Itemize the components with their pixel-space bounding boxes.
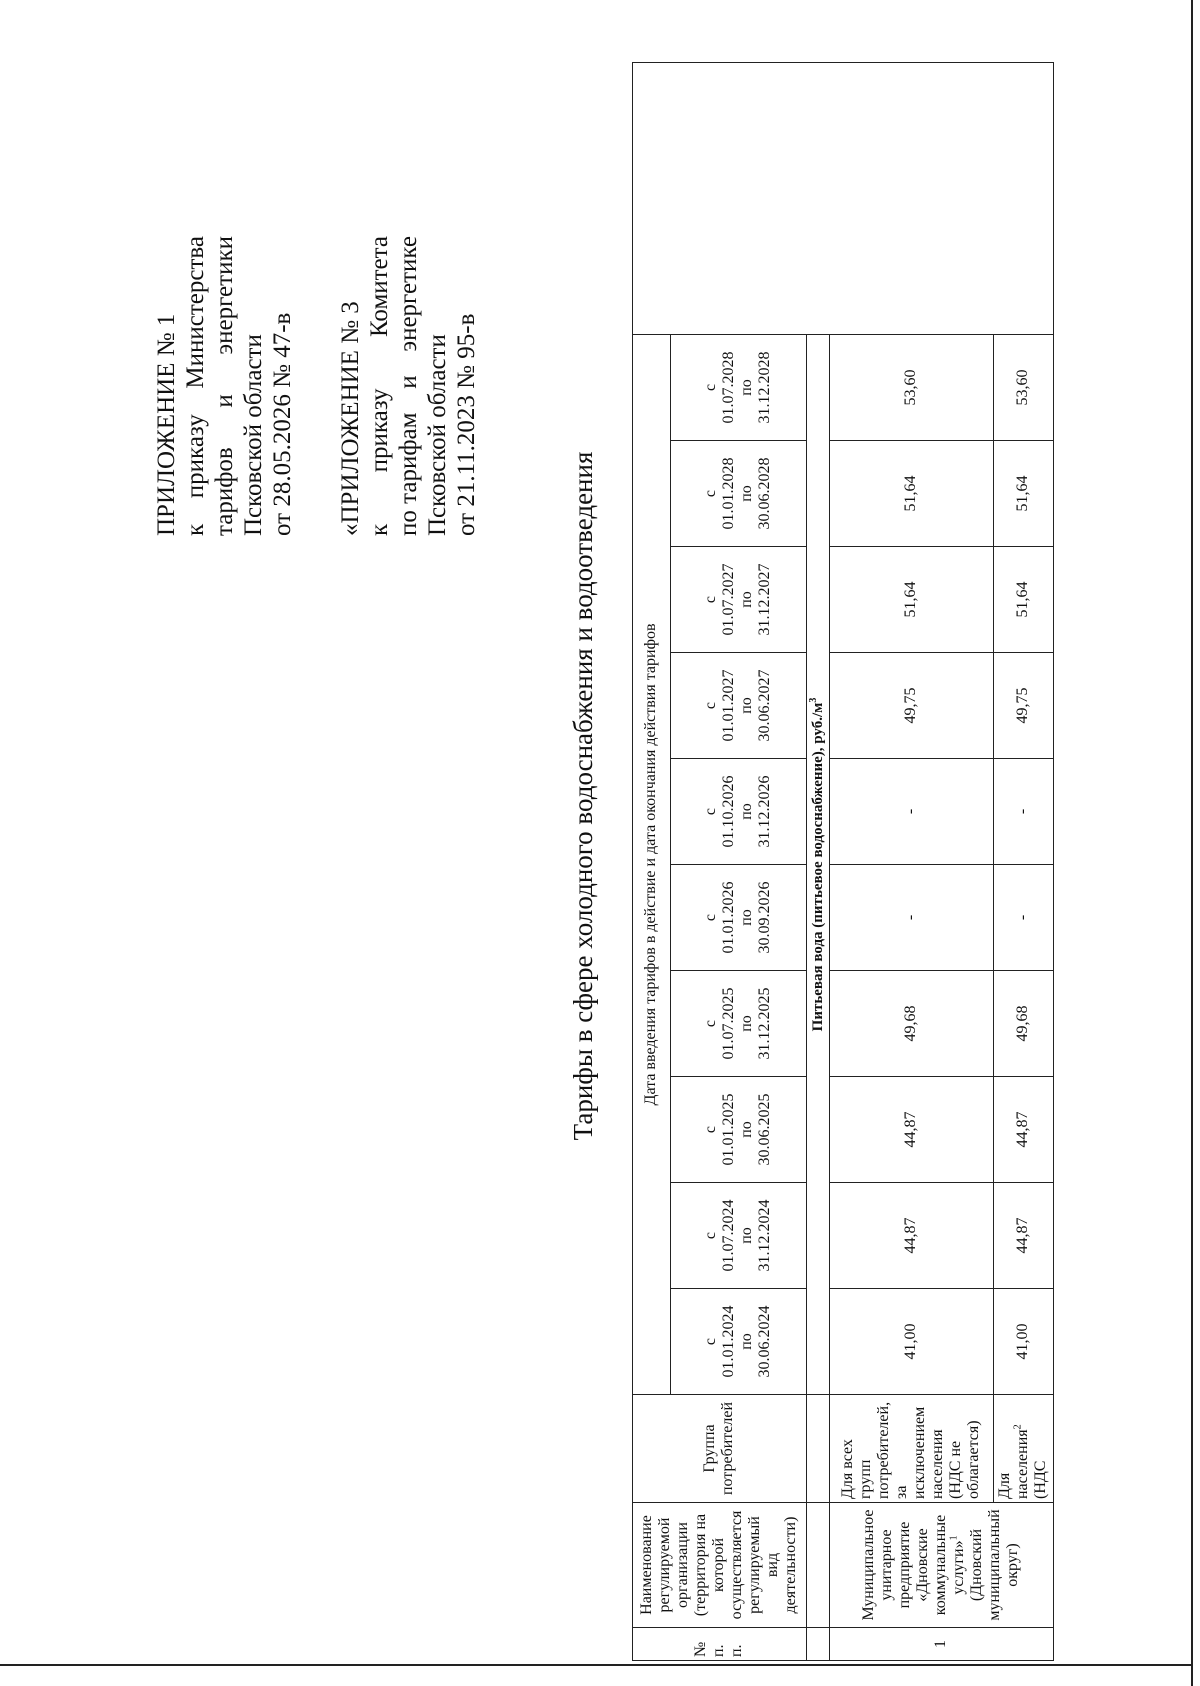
appendix-heading: ПРИЛОЖЕНИЕ № 1 bbox=[153, 313, 180, 536]
section-number-cell bbox=[806, 1628, 829, 1661]
page-border-bottom bbox=[0, 1664, 1192, 1666]
tariff-table bbox=[632, 62, 1054, 1661]
tariff-value: 41,00 bbox=[993, 1289, 1053, 1395]
organization-name: Муниципальное унитарное предприятие «Дновские коммунальные услуги»$^1$ (Дновский муниципальный округ) bbox=[829, 1503, 1053, 1628]
appendix-date: от 21.11.2023 № 95-в bbox=[453, 313, 480, 536]
appendix-word: по тарифам bbox=[395, 412, 422, 536]
header-consumer-group: Группа потребителей bbox=[633, 1395, 807, 1503]
period-header: с 01.10.2026 по 31.12.2026 bbox=[670, 759, 806, 865]
table-header-row bbox=[633, 62, 671, 1660]
period-header: с 01.01.2027 по 30.06.2027 bbox=[670, 653, 806, 759]
period-header: с 01.07.2024 по 31.12.2024 bbox=[670, 1183, 806, 1289]
appendix-word: Комитета bbox=[366, 236, 393, 338]
appendix-word: и bbox=[395, 375, 422, 389]
tariff-value: 51,64 bbox=[829, 441, 993, 547]
section-title: Питьевая вода (питьевое водоснабжение), $руб./м^3$ bbox=[806, 334, 829, 1394]
tariff-value: 51,64 bbox=[993, 547, 1053, 653]
appendix-line bbox=[210, 236, 239, 536]
period-header: с 01.07.2027 по 31.12.2027 bbox=[670, 547, 806, 653]
tariff-value: 44,87 bbox=[993, 1183, 1053, 1289]
appendix-line bbox=[365, 236, 394, 536]
tariff-value: 44,87 bbox=[829, 1183, 993, 1289]
tariff-value: - bbox=[829, 759, 993, 865]
consumer-group-population: Для населения$^2$ (НДС bbox=[993, 1395, 1053, 1503]
appendix-word: приказу bbox=[182, 414, 209, 499]
tariff-value: 53,60 bbox=[829, 334, 993, 440]
period-header: с 01.01.2028 по 30.06.2028 bbox=[670, 441, 806, 547]
tariff-value: - bbox=[829, 865, 993, 971]
appendix-word: к bbox=[182, 523, 209, 536]
appendix-word: тарифов bbox=[211, 447, 238, 536]
tariff-value: 41,00 bbox=[829, 1289, 993, 1395]
appendix-header-amended bbox=[336, 236, 481, 536]
appendix-word: энергетике bbox=[395, 236, 422, 352]
tariff-value: 44,87 bbox=[993, 1077, 1053, 1183]
appendix-line bbox=[394, 236, 423, 536]
appendix-word: и bbox=[211, 394, 238, 408]
appendix-word: приказу bbox=[366, 388, 393, 473]
appendix-line bbox=[181, 236, 210, 536]
row-number: 1 bbox=[829, 1628, 1053, 1661]
appendix-date: от 28.05.2026 № 47-в bbox=[269, 312, 296, 536]
period-header: с 01.01.2026 по 30.09.2026 bbox=[670, 865, 806, 971]
blank-margin-cell bbox=[633, 62, 1054, 334]
appendix-header-current bbox=[152, 236, 297, 536]
tariff-value: - bbox=[993, 865, 1053, 971]
appendix-word: энергетики bbox=[211, 236, 238, 355]
consumer-group-all: Для всех групп потребителей, за исключением населения (НДС не облагается) bbox=[829, 1395, 993, 1503]
header-period-group: Дата введения тарифов в действие и дата окончания действия тарифов bbox=[633, 334, 671, 1394]
tariff-value: 49,68 bbox=[993, 971, 1053, 1077]
period-header: с 01.07.2025 по 31.12.2025 bbox=[670, 971, 806, 1077]
tariff-value: 51,64 bbox=[993, 441, 1053, 547]
tariff-value: 49,75 bbox=[829, 653, 993, 759]
tariff-value: - bbox=[993, 759, 1053, 865]
appendix-line: Псковской области bbox=[424, 334, 451, 536]
header-number: № п. п. bbox=[633, 1628, 807, 1661]
period-header: с 01.01.2024 по 30.06.2024 bbox=[670, 1289, 806, 1395]
tariff-value: 49,68 bbox=[829, 971, 993, 1077]
tariff-value: 51,64 bbox=[829, 547, 993, 653]
tariff-value: 53,60 bbox=[993, 334, 1053, 440]
page-border-right bbox=[1191, 0, 1193, 1686]
section-group-cell bbox=[806, 1395, 829, 1503]
tariff-value: 49,75 bbox=[993, 653, 1053, 759]
appendix-heading: «ПРИЛОЖЕНИЕ № 3 bbox=[337, 301, 364, 536]
section-org-cell bbox=[806, 1503, 829, 1628]
document-title: Тарифы в сфере холодного водоснабжения и водоотведения bbox=[568, 451, 598, 1141]
appendix-word: к bbox=[366, 523, 393, 536]
header-organization: Наименование регулируемой организации (территория на которой осуществляется регулируемый вид деятельности) bbox=[633, 1503, 807, 1628]
appendix-line: Псковской области bbox=[240, 334, 267, 536]
period-header: с 01.01.2025 по 30.06.2025 bbox=[670, 1077, 806, 1183]
tariff-value: 44,87 bbox=[829, 1077, 993, 1183]
period-header: с 01.07.2028 по 31.12.2028 bbox=[670, 334, 806, 440]
appendix-word: Министерства bbox=[182, 236, 209, 389]
